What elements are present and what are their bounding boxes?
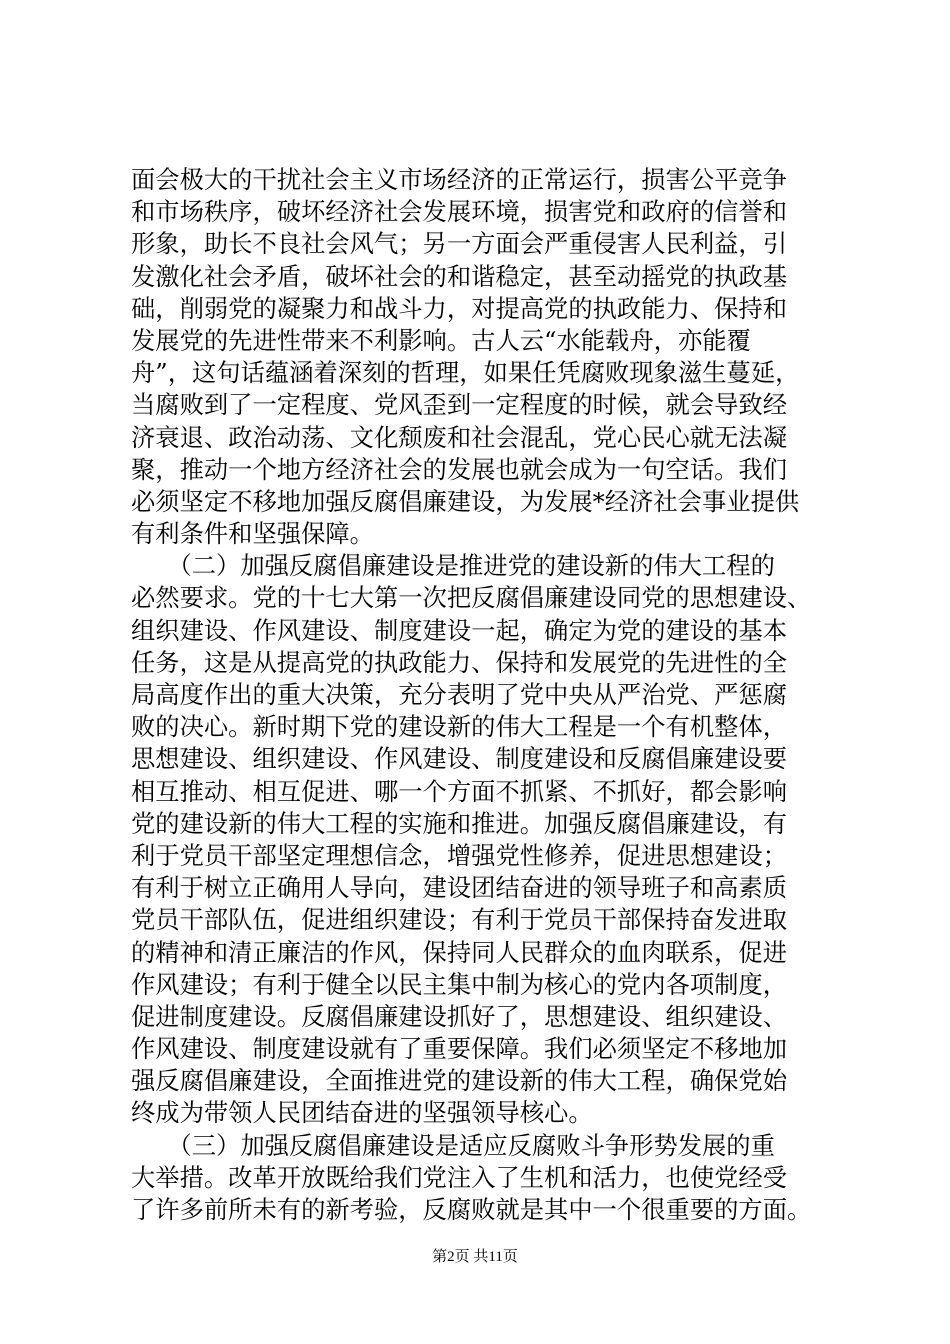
text-line: 局高度作出的重大决策，充分表明了党中央从严治党、严惩腐 xyxy=(131,680,788,709)
text-line: 面会极大的干扰社会主义市场经济的正常运行，损害公平竞争 xyxy=(131,165,788,194)
text-line: 任务，这是从提高党的执政能力、保持和发展党的先进性的全 xyxy=(131,647,788,677)
text-line: 有利于树立正确用人导向，建设团结奋进的领导班子和高素质 xyxy=(131,873,788,903)
text-line: 有利条件和坚强保障。 xyxy=(131,519,374,549)
document-body xyxy=(131,164,841,1226)
text-line: 利于党员干部坚定理想信念，增强党性修养，促进思想建设； xyxy=(131,840,788,870)
text-line: 大举措。改革开放既给我们党注入了生机和活力，也使党经受 xyxy=(131,1162,788,1192)
text-line: 了许多前所未有的新考验，反腐败就是其中一个很重要的方面。 xyxy=(131,1195,812,1224)
text-line: 作风建设、制度建设就有了重要保障。我们必须坚定不移地加 xyxy=(131,1034,788,1064)
text-line: 党的建设新的伟大工程的实施和推进。加强反腐倡廉建设，有 xyxy=(131,808,788,838)
text-line: 终成为带领人民团结奋进的坚强领导核心。 xyxy=(131,1098,593,1128)
text-line: 必须坚定不移地加强反腐倡廉建设，为发展*经济社会事业提供 xyxy=(131,486,800,516)
text-line: 础，削弱党的凝聚力和战斗力，对提高党的执政能力、保持和 xyxy=(131,293,788,323)
text-line: 必然要求。党的十七大第一次把反腐倡廉建设同党的思想建设、 xyxy=(131,583,812,613)
text-line: 发展党的先进性带来不利影响。古人云“水能载舟，亦能覆 xyxy=(131,325,751,355)
text-line: 思想建设、组织建设、作风建设、制度建设和反腐倡廉建设要 xyxy=(131,744,788,774)
text-line: 促进制度建设。反腐倡廉建设抓好了，思想建设、组织建设、 xyxy=(131,1001,788,1031)
text-line: 发激化社会矛盾，破坏社会的和谐稳定，甚至动摇党的执政基 xyxy=(131,261,788,291)
text-line: 的精神和清正廉洁的作风，保持同人民群众的血肉联系，促进 xyxy=(131,937,788,967)
text-line: 和市场秩序，破坏经济社会发展环境，损害党和政府的信誉和 xyxy=(131,197,788,227)
text-line: 当腐败到了一定程度、党风歪到一定程度的时候，就会导致经 xyxy=(131,390,788,420)
text-line: （三）加强反腐倡廉建设是适应反腐败斗争形势发展的重 xyxy=(131,1130,775,1160)
text-line: 组织建设、作风建设、制度建设一起，确定为党的建设的基本 xyxy=(131,615,788,645)
text-line: 形象，助长不良社会风气；另一方面会严重侵害人民利益，引 xyxy=(131,229,788,259)
text-line: 相互推动、相互促进、哪一个方面不抓紧、不抓好，都会影响 xyxy=(131,776,788,806)
text-line: 舟”，这句话蕴涵着深刻的哲理，如果任凭腐败现象滋生蔓延， xyxy=(131,358,800,388)
page-number-footer: 第2页 共11页 xyxy=(432,1249,518,1265)
text-line: 败的决心。新时期下党的建设新的伟大工程是一个有机整体， xyxy=(131,712,788,742)
text-line: （二）加强反腐倡廉建设是推进党的建设新的伟大工程的 xyxy=(131,551,775,581)
text-line: 作风建设；有利于健全以民主集中制为核心的党内各项制度， xyxy=(131,969,788,999)
text-line: 济衰退、政治动荡、文化颓废和社会混乱，党心民心就无法凝 xyxy=(131,422,788,452)
text-line: 党员干部队伍，促进组织建设；有利于党员干部保持奋发进取 xyxy=(131,905,788,935)
text-line: 强反腐倡廉建设，全面推进党的建设新的伟大工程，确保党始 xyxy=(131,1066,788,1096)
text-line: 聚，推动一个地方经济社会的发展也就会成为一句空话。我们 xyxy=(131,454,788,484)
